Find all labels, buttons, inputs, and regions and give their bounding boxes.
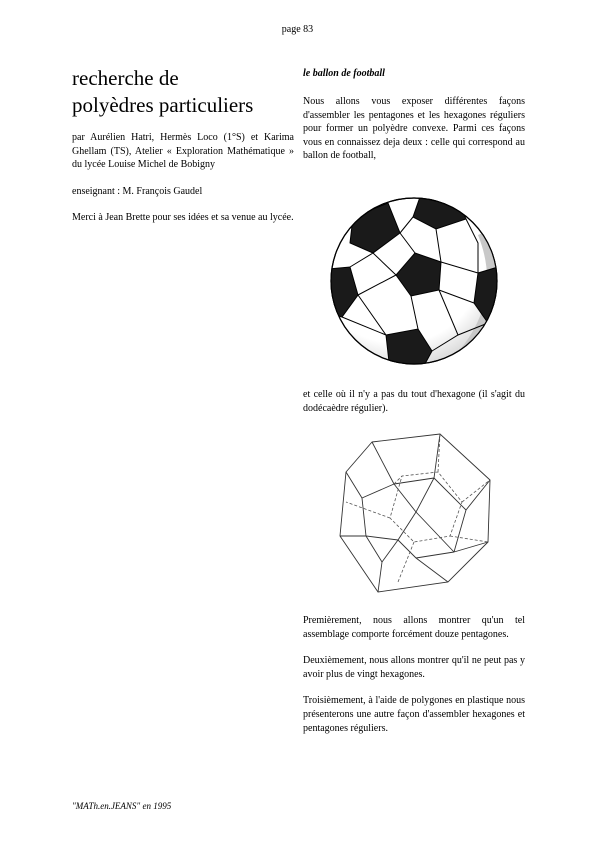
lower-paragraphs bbox=[303, 614, 525, 748]
title-line-1: recherche de bbox=[72, 66, 179, 90]
acknowledgement: Merci à Jean Brette pour ses idées et sa venue au lycée. bbox=[72, 212, 294, 224]
section-heading: le ballon de football bbox=[303, 68, 385, 79]
paragraph-first: Premièrement, nous allons montrer qu'un tel assemblage comporte forcément douze pentagones. bbox=[303, 615, 525, 640]
football-illustration bbox=[328, 195, 502, 369]
title-line-2: polyèdres particuliers bbox=[72, 93, 254, 117]
article-header bbox=[72, 65, 294, 238]
article-title bbox=[72, 65, 294, 119]
intro-paragraph: Nous allons vous exposer différentes façons d'assembler les pentagones et les hexagones réguliers pour former un polyèdre convexe. Parmi ces façons vous en connaissez deja deux : celle qui correspond au ballon de football, bbox=[303, 96, 525, 162]
page-number: page 83 bbox=[281, 24, 314, 35]
dodecahedron-caption: et celle où il n'y a pas du tout d'hexagone (il s'agit du dodécaèdre régulier). bbox=[303, 389, 525, 414]
paragraph-second: Deuxièmement, nous allons montrer qu'il ne peut pas y avoir plus de vingt hexagones. bbox=[303, 655, 525, 680]
paragraph-third: Troisièmement, à l'aide de polygones en plastique nous présenterons une autre façon d'assembler hexagones et pentagones réguliers. bbox=[303, 695, 525, 734]
authors: par Aurélien Hatri, Hermès Loco (1°S) et Karima Ghellam (TS), Atelier « Exploration Mathématique » du lycée Louise Michel de Bobigny bbox=[72, 132, 294, 171]
section-intro bbox=[303, 68, 525, 176]
dodecahedron-illustration bbox=[338, 432, 498, 594]
teacher: enseignant : M. François Gaudel bbox=[72, 185, 203, 197]
footer: "MATh.en.JEANS" en 1995 bbox=[72, 801, 172, 811]
